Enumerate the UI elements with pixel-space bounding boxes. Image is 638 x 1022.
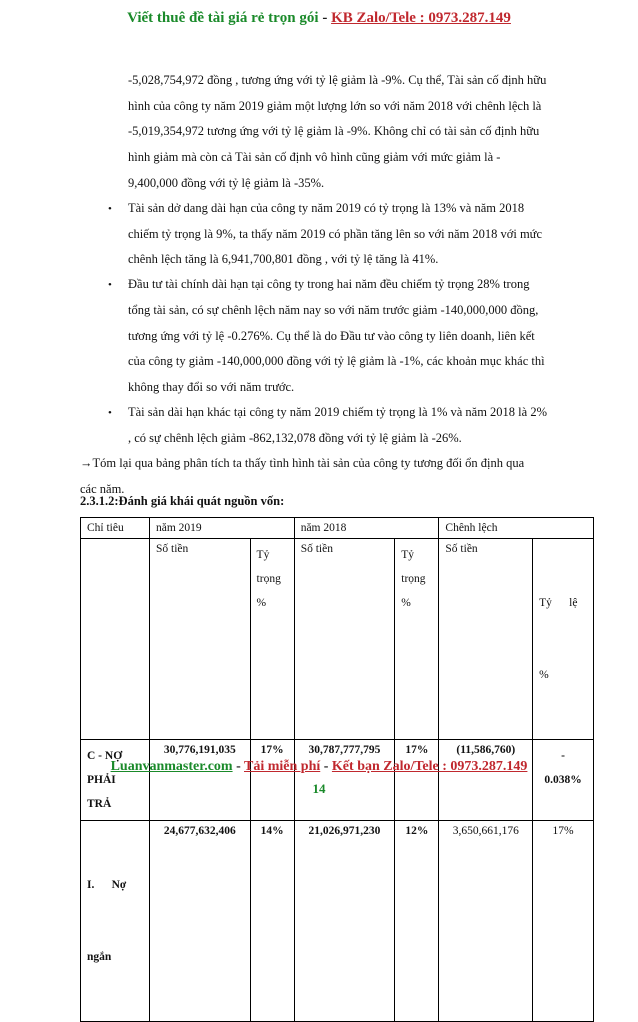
page-footer: [0, 759, 638, 775]
body-line: Đầu tư tài chính dài hạn tại công ty trong hai năm đều chiếm tỷ trọng 28% trong: [128, 277, 530, 291]
header-contact: KB Zalo/Tele : 0973.287.149: [331, 10, 511, 26]
body-line: →Tóm lại qua bảng phân tích ta thấy tình hình tài sản của công ty tương đối ổn định qua: [80, 456, 525, 470]
body-line: 9,400,000 đồng với tỷ lệ giảm là -35%.: [128, 176, 325, 190]
pct-2018-cell: 17%: [395, 740, 439, 821]
section-heading: 2.3.1.2:Đánh giá khái quát nguồn vốn:: [80, 494, 285, 508]
row-label-cell: [81, 821, 150, 1022]
table-row: [81, 740, 594, 821]
header-text: Tỷ: [256, 549, 270, 561]
header-text: Tỷ: [401, 549, 415, 561]
diff-pct-cell: [533, 740, 594, 821]
diff-pct-text: -: [561, 750, 565, 762]
amount-2019-cell: 24,677,632,406: [150, 821, 251, 1022]
row-label-cell: [81, 740, 150, 821]
body-line: tổng tài sản, có sự chênh lệch năm nay so với năm trước giảm -140,000,000 đồng,: [128, 303, 539, 317]
header-text: %: [401, 597, 411, 609]
bullet-icon: •: [108, 203, 112, 215]
body-line: chênh lệch tăng là 6,941,700,801 đồng , với tỷ lệ tăng là 41%.: [128, 252, 439, 266]
header-cell: năm 2018: [294, 518, 439, 539]
body-line: , có sự chênh lệch giảm -862,132,078 đồng với tỷ lệ giảm là -26%.: [128, 431, 462, 445]
header-cell: Số tiền: [150, 539, 251, 740]
header-cell: Số tiền: [439, 539, 533, 740]
header-separator: -: [318, 10, 332, 26]
row-label: I. Nợ: [87, 879, 127, 891]
table-row: [81, 821, 594, 1022]
header-cell: Số tiền: [294, 539, 395, 740]
table-subheader-row: [81, 539, 594, 740]
header-cell: năm 2019: [150, 518, 295, 539]
page-number: 14: [312, 781, 326, 796]
header-cell: [250, 539, 294, 740]
header-text: trọng: [401, 573, 426, 585]
footer-contact-link[interactable]: Kết bạn Zalo/Tele : 0973.287.149: [331, 759, 528, 774]
header-slogan: Viết thuê đề tài giá rẻ trọn gói: [127, 10, 319, 26]
body-line: tương ứng với tỷ lệ -0.276%. Cụ thể là do Đầu tư vào công ty liên doanh, liên kết: [128, 329, 535, 343]
row-label: C - NỢ: [87, 750, 123, 762]
header-cell: [533, 539, 594, 740]
header-text: trọng: [256, 573, 281, 585]
body-line: chiếm tỷ trọng là 9%, ta thấy năm 2019 có phần tăng lên so với năm 2018 với mức: [128, 227, 543, 241]
footer-download-link[interactable]: Tải miễn phí: [244, 759, 321, 774]
body-line: Tài sản dở dang dài hạn của công ty năm 2019 có tỷ trọng là 13% và năm 2018: [128, 201, 525, 215]
page-header: [0, 10, 638, 27]
body-line: các năm.: [80, 482, 125, 496]
amount-2018-cell: 30,787,777,795: [294, 740, 395, 821]
header-cell: [395, 539, 439, 740]
diff-amount-cell: (11,586,760): [439, 740, 533, 821]
diff-amount-cell: 3,650,661,176: [439, 821, 533, 1022]
pct-2019-cell: 17%: [250, 740, 294, 821]
row-label: ngắn: [87, 951, 112, 963]
header-text: Tỷ lệ: [539, 597, 578, 609]
body-line: hình của công ty năm 2019 giảm một lượng lớn so với năm 2018 với chênh lệch là: [128, 99, 542, 113]
bullet-icon: •: [108, 407, 112, 419]
amount-2018-cell: 21,026,971,230: [294, 821, 395, 1022]
body-line: -5,019,354,972 tương ứng với tỷ lệ giảm là -9%. Không chỉ có tài sản cố định hữu: [128, 124, 540, 138]
body-line: không thay đổi so với năm trước.: [128, 380, 295, 394]
header-text: %: [256, 597, 267, 609]
row-label: TRẢ: [87, 798, 112, 810]
amount-2019-cell: 30,776,191,035: [150, 740, 251, 821]
header-cell: Chỉ tiêu: [81, 518, 150, 539]
pct-2018-cell: 12%: [395, 821, 439, 1022]
body-line: hình giảm mà còn cả Tài sản cố định vô hình cũng giảm với mức giảm là -: [128, 150, 501, 164]
footer-separator: -: [320, 759, 332, 774]
body-line: của công ty giảm -140,000,000 đồng với tỷ lệ giảm là -1%, các khoản mục khác thì: [128, 354, 545, 368]
body-line: -5,028,754,972 đồng , tương ứng với tỷ lệ giảm là -9%. Cụ thể, Tài sản cố định hữu: [128, 73, 547, 87]
pct-2019-cell: 14%: [250, 821, 294, 1022]
bullet-icon: •: [108, 279, 112, 291]
body-line: Tài sản dài hạn khác tại công ty năm 2019 chiếm tỷ trọng là 1% và năm 2018 là 2%: [128, 405, 547, 419]
footer-separator: -: [232, 759, 244, 774]
header-text: %: [539, 669, 549, 681]
footer-site-link[interactable]: Luanvanmaster.com: [110, 759, 233, 774]
row-label: PHẢI: [87, 774, 116, 786]
empty-cell: [81, 539, 150, 740]
header-cell: Chênh lệch: [439, 518, 594, 539]
diff-pct-cell: 17%: [533, 821, 594, 1022]
diff-pct-text: 0.038%: [544, 774, 582, 786]
table-header-row: [81, 518, 594, 539]
